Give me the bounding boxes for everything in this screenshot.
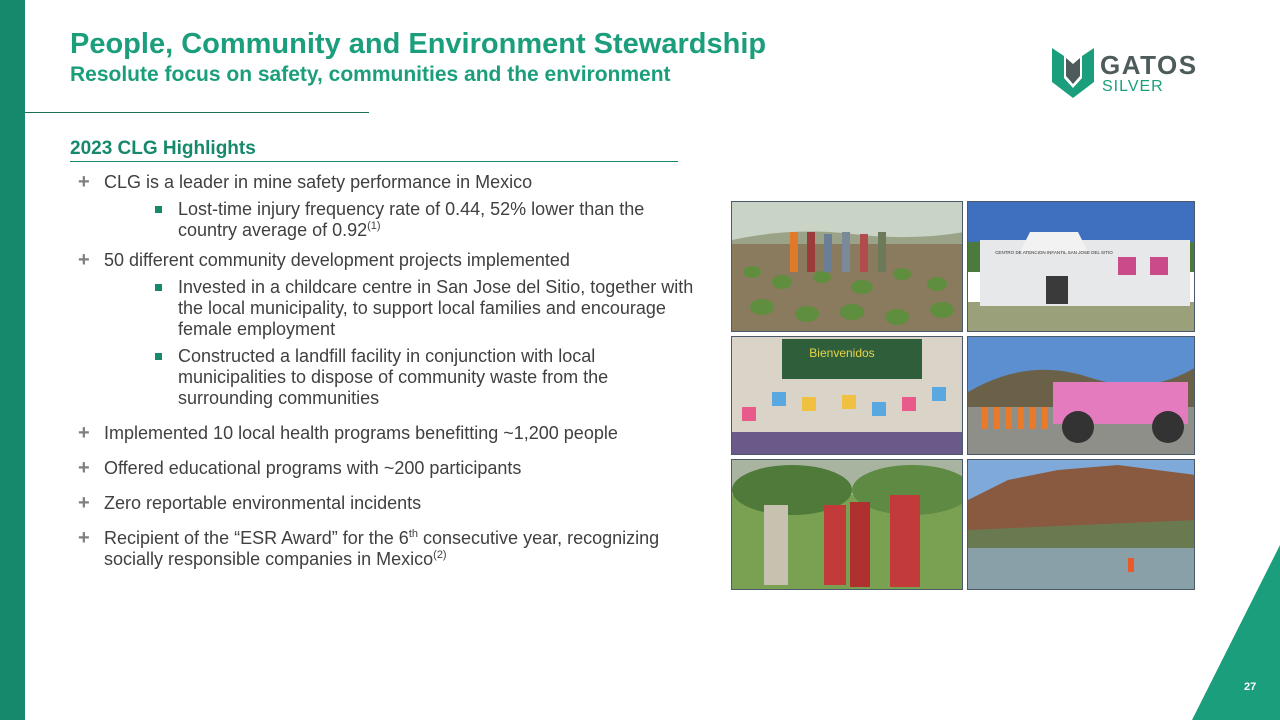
list-item-text: Implemented 10 local health programs benefitting ~1,200 people: [104, 423, 618, 443]
sub-list-item: [104, 277, 698, 340]
photo-childcare-centre: [967, 201, 1195, 332]
gatos-v-icon: [1050, 44, 1096, 98]
crop-field-image: [732, 202, 963, 332]
corner-accent-triangle: [1192, 545, 1280, 720]
sub-list-item-text: Constructed a landfill facility in conjunction with local municipalities to dispose of community waste from the surrounding communities: [178, 346, 609, 408]
page-number: 27: [1244, 681, 1257, 693]
list-item-text: Recipient of the “ESR Award” for the 6: [104, 528, 409, 548]
list-item-text-cont: consecutive year, recognizing socially responsible companies in Mexico: [104, 528, 660, 569]
square-bullet-icon: [155, 353, 162, 360]
highlights-list: [78, 172, 698, 579]
list-item: [78, 172, 698, 241]
photo-classroom: [731, 336, 963, 455]
plus-bullet-icon: +: [78, 492, 90, 514]
photo-field-workers: [731, 459, 963, 590]
left-accent-bar: [0, 0, 25, 720]
list-item: [78, 493, 698, 514]
logo-wordmark-gatos: GATOS: [1100, 50, 1198, 80]
list-item: [78, 528, 698, 570]
square-bullet-icon: [155, 206, 162, 213]
plus-bullet-icon: +: [78, 527, 90, 549]
sub-list-item: [104, 199, 698, 241]
sub-list-item-text: Lost-time injury frequency rate of 0.44, 52% lower than the country average of 0.92: [178, 199, 645, 240]
list-item-text: 50 different community development projects implemented: [104, 250, 570, 270]
pink-mining-truck-image: [968, 337, 1195, 455]
list-item-text: Offered educational programs with ~200 participants: [104, 458, 522, 478]
photo-pink-truck: [967, 336, 1195, 455]
sub-list-item: [104, 346, 698, 409]
childcare-building-image: [968, 202, 1195, 332]
sub-list-item-text: Invested in a childcare centre in San Jose del Sitio, together with the local municipality, to support local families and encourage female employment: [178, 277, 694, 339]
header-divider: [25, 112, 369, 113]
list-item: [78, 458, 698, 479]
plus-bullet-icon: +: [78, 249, 90, 271]
gatos-silver-logo: [1050, 42, 1225, 98]
section-underline: [70, 161, 678, 162]
photo-crop-field: [731, 201, 963, 332]
list-item-text: Zero reportable environmental incidents: [104, 493, 422, 513]
classroom-sign-text: Bienvenidos: [809, 346, 875, 360]
plus-bullet-icon: +: [78, 457, 90, 479]
plus-bullet-icon: +: [78, 171, 90, 193]
footnote-ref: (2): [433, 549, 447, 561]
page-title: People, Community and Environment Stewardship: [70, 28, 767, 60]
list-item: [78, 423, 698, 444]
building-sign-text: CENTRO DE ATENCION INFANTIL SAN JOSE DEL SITIO: [995, 250, 1113, 255]
river-canyon-image: [968, 460, 1195, 590]
list-item-text: CLG is a leader in mine safety performance in Mexico: [104, 172, 533, 192]
list-item: [78, 250, 698, 409]
plus-bullet-icon: +: [78, 422, 90, 444]
footnote-ref: (1): [367, 220, 381, 232]
square-bullet-icon: [155, 284, 162, 291]
page-subtitle: Resolute focus on safety, communities and the environment: [70, 63, 671, 86]
field-workers-image: [732, 460, 963, 590]
classroom-image: [732, 337, 963, 455]
logo-wordmark-silver: SILVER: [1102, 78, 1164, 95]
superscript: th: [408, 528, 419, 540]
photo-river-canyon: [967, 459, 1195, 590]
section-heading: 2023 CLG Highlights: [70, 138, 256, 159]
